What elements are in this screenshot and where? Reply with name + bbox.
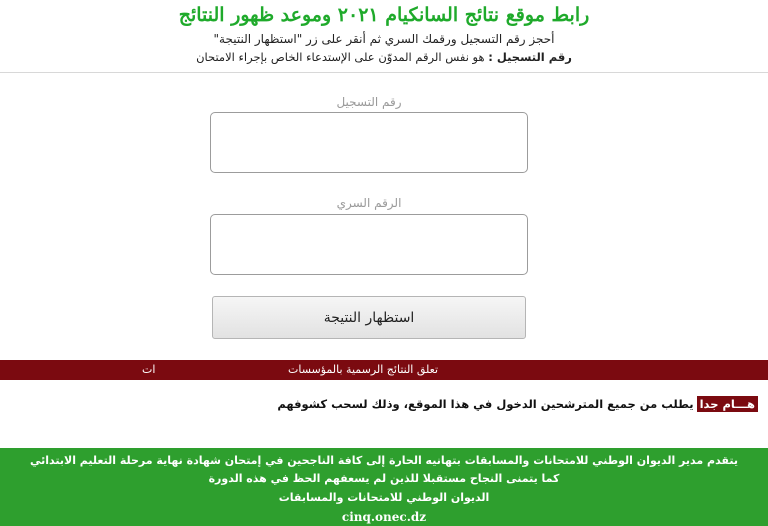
congratulations-banner <box>0 448 768 526</box>
secret-number-input[interactable] <box>210 214 528 275</box>
important-notice <box>277 397 758 411</box>
organization-name: الديوان الوطني للامتحانات والمسابقات <box>278 491 490 504</box>
congratulations-line-1: يتقدم مدير الديوان الوطني للامتحانات والمسابقات بتهانيه الحارة إلى كافة الناجحين في إمتحان شهادة نهاية مرحلة التعليم الابتدائي <box>30 454 738 467</box>
secret-number-label: الرقم السري <box>336 196 402 210</box>
show-result-button[interactable]: استظهار النتيجة <box>212 296 526 339</box>
header-divider <box>0 72 768 73</box>
registration-note <box>0 50 768 64</box>
registration-note-label: رقم التسجيل : <box>488 50 572 64</box>
news-ticker-tail: ات <box>142 363 156 376</box>
congratulations-line-2: كما يتمنى النجاح مستقبلا للذين لم يسعفهم الحظ في هذه الدورة <box>208 472 560 485</box>
important-notice-text: يطلب من جميع المترشحين الدخول في هذا الموقع، وذلك لسحب كشوفهم <box>277 397 694 411</box>
page-title: رابط موقع نتائج السانكيام ٢٠٢١ وموعد ظهور النتائج <box>178 4 590 26</box>
site-url: cinq.onec.dz <box>341 510 427 524</box>
news-ticker-text: تعلق النتائج الرسمية بالمؤسسات <box>288 363 439 376</box>
registration-note-text: هو نفس الرقم المدوّن على الإستدعاء الخاص بإجراء الامتحان <box>196 50 485 64</box>
registration-number-label: رقم التسجيل <box>336 95 402 109</box>
registration-number-input[interactable] <box>210 112 528 173</box>
news-ticker <box>0 360 768 380</box>
instruction-text: أحجز رقم التسجيل ورقمك السري ثم أنقر على زر "استظهار النتيجة" <box>213 32 555 46</box>
important-tag: هـــام جدا <box>697 396 758 412</box>
